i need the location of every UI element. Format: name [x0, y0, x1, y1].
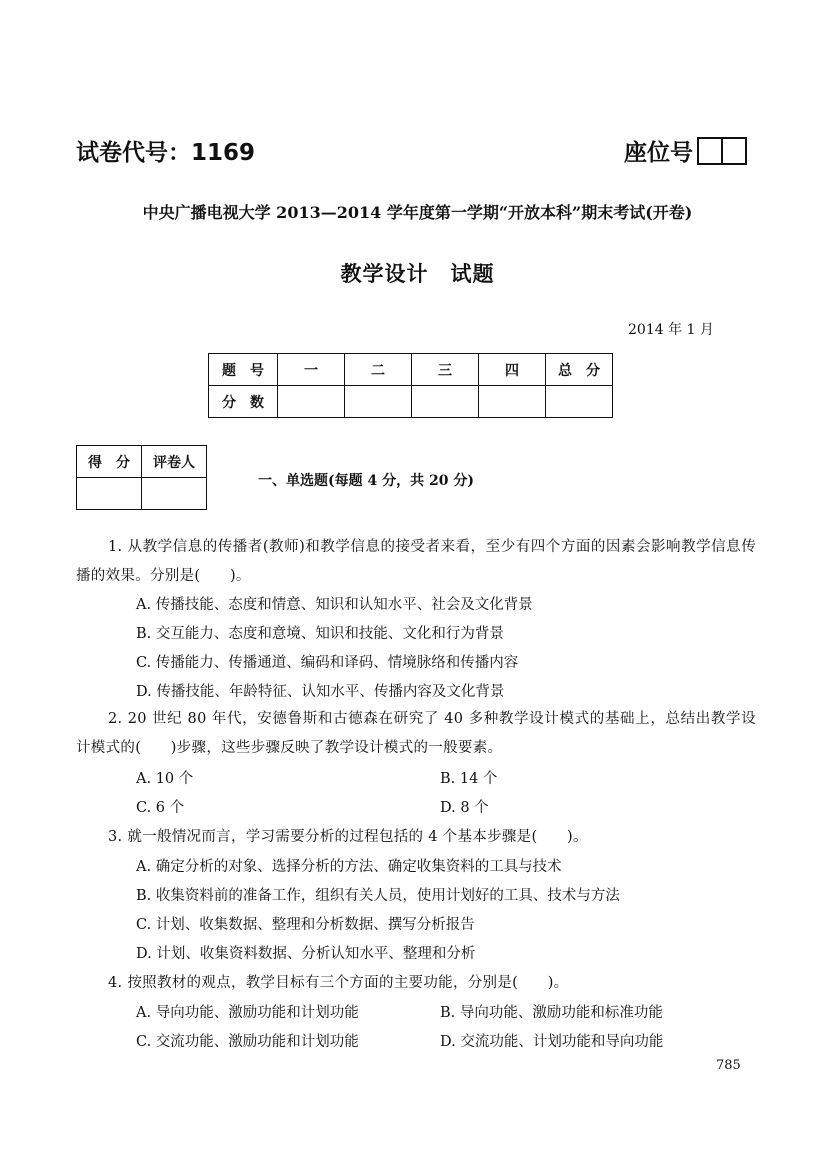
question-2: 2. 20 世纪 80 年代，安德鲁斯和古德森在研究了 40 多种教学设计模式的基础上，总结出教学设计模式的( )步骤，这些步骤反映了教学设计模式的一般要素。	[76, 711, 756, 756]
score-table-score-row	[209, 386, 613, 418]
seat-number-field	[624, 134, 747, 167]
question-4-option-b: B. 导向功能、激励功能和标准功能	[440, 1005, 663, 1021]
score-table-header: 一	[278, 354, 345, 386]
question-1-option-c: C. 传播能力、传播通道、编码和译码、情境脉络和传播内容	[136, 655, 519, 671]
page-number: 785	[716, 1058, 741, 1073]
question-2-option-a: A. 10 个	[136, 771, 194, 787]
seat-boxes	[697, 137, 747, 165]
question-1: 1. 从教学信息的传播者(教师)和教学信息的接受者来看，至少有四个方面的因素会影响教学信息传播的效果。分别是( )。	[76, 539, 756, 584]
grader-score-cell	[77, 478, 142, 510]
score-table-header: 题 号	[209, 354, 278, 386]
paper-code: 试卷代号：1169	[76, 140, 256, 166]
question-2-option-b: B. 14 个	[440, 771, 498, 787]
question-2-option-c: C. 6 个	[136, 800, 185, 816]
score-row-label: 分 数	[209, 386, 278, 418]
score-cell	[345, 386, 412, 418]
seat-box	[723, 137, 747, 165]
score-cell	[546, 386, 613, 418]
score-table	[208, 353, 613, 418]
question-3-option-d: D. 计划、收集资料数据、分析认知水平、整理和分析	[136, 946, 476, 962]
score-table-header: 三	[412, 354, 479, 386]
question-1-option-d: D. 传播技能、年龄特征、认知水平、传播内容及文化背景	[136, 684, 505, 700]
grader-name-label: 评卷人	[142, 446, 207, 478]
exam-title: 中央广播电视大学 2013—2014 学年度第一学期“开放本科”期末考试(开卷)	[142, 203, 693, 222]
question-4-option-a: A. 导向功能、激励功能和计划功能	[136, 1005, 359, 1021]
seat-label: 座位号	[624, 140, 693, 166]
question-3-option-a: A. 确定分析的对象、选择分析的方法、确定收集资料的工具与技术	[136, 859, 562, 875]
score-cell	[278, 386, 345, 418]
score-table-header: 总 分	[546, 354, 613, 386]
question-4-option-d: D. 交流功能、计划功能和导向功能	[440, 1034, 664, 1050]
grader-table	[76, 445, 207, 510]
question-3: 3. 就一般情况而言，学习需要分析的过程包括的 4 个基本步骤是( )。	[108, 829, 588, 845]
score-cell	[479, 386, 546, 418]
score-table-header: 四	[479, 354, 546, 386]
score-cell	[412, 386, 479, 418]
exam-date: 2014 年 1 月	[628, 322, 714, 338]
section-title: 一、单选题(每题 4 分，共 20 分)	[258, 473, 474, 489]
question-4: 4. 按照教材的观点，教学目标有三个方面的主要功能，分别是( )。	[108, 975, 569, 991]
score-table-header-row	[209, 354, 613, 386]
question-1-option-b: B. 交互能力、态度和意境、知识和技能、文化和行为背景	[136, 626, 504, 642]
grader-score-label: 得 分	[77, 446, 142, 478]
question-4-option-c: C. 交流功能、激励功能和计划功能	[136, 1034, 359, 1050]
subject-title: 教学设计 试题	[340, 262, 495, 286]
question-2-option-d: D. 8 个	[440, 800, 489, 816]
seat-box	[697, 137, 723, 165]
question-3-option-c: C. 计划、收集数据、整理和分析数据、撰写分析报告	[136, 917, 475, 933]
score-table-header: 二	[345, 354, 412, 386]
question-1-option-a: A. 传播技能、态度和情意、知识和认知水平、社会及文化背景	[136, 597, 533, 613]
question-3-option-b: B. 收集资料前的准备工作，组织有关人员，使用计划好的工具、技术与方法	[136, 888, 620, 904]
grader-name-cell	[142, 478, 207, 510]
